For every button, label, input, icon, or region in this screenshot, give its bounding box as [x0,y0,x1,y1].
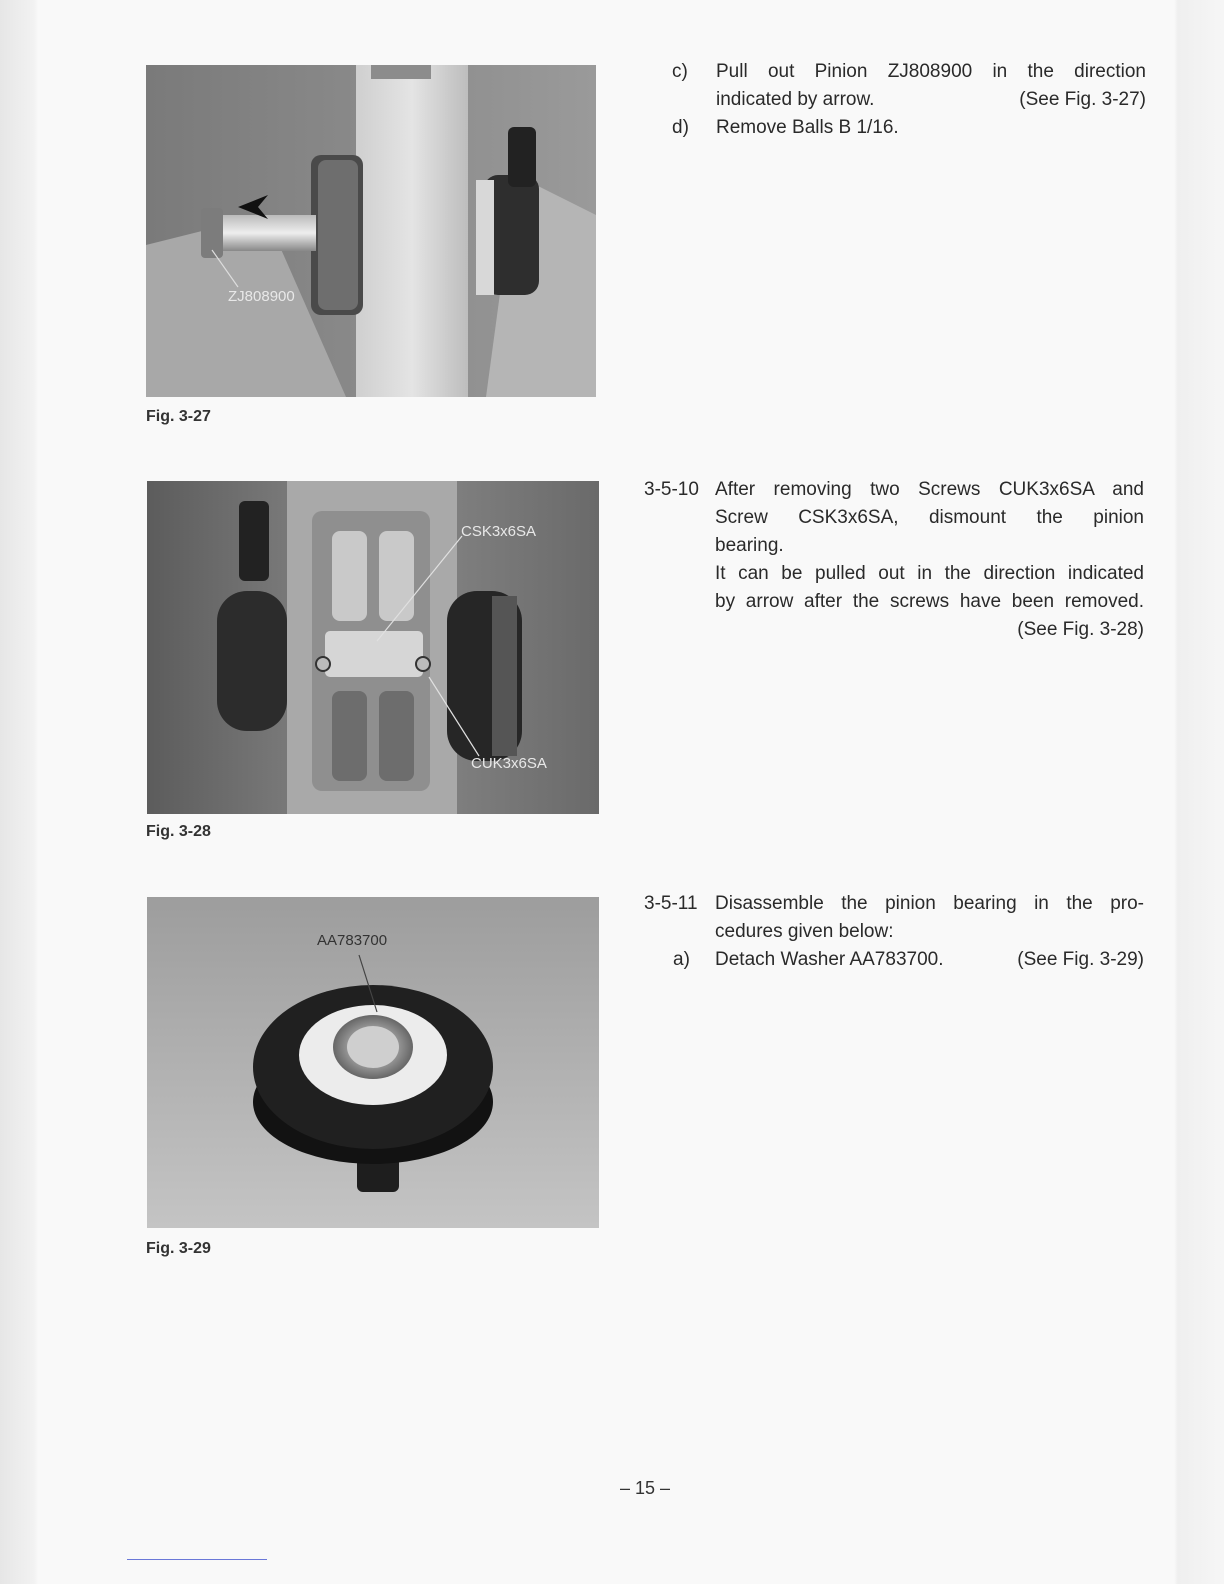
section-3-5-10 [644,476,1144,644]
step-d [672,114,1146,142]
section-number: 3-5-10 [644,479,699,500]
section-line: After removing two Screws CUK3x6SA and [715,479,1144,500]
callout-zj808900: ZJ808900 [228,288,295,305]
footer-rule [127,1559,267,1560]
step-c-line2: indicated by arrow. [716,89,875,110]
figure-reference: (See Fig. 3-29) [1017,949,1144,970]
step-c [672,58,1146,114]
instruction-block-2 [644,476,1144,644]
section-line: by arrow after the screws have been removed. [715,591,1144,612]
step-label: a) [673,949,690,970]
section-line: It can be pulled out in the direction indicated [715,563,1144,584]
figure-reference: (See Fig. 3-28) [1017,619,1144,640]
callout-aa783700: AA783700 [317,932,388,949]
callout-cuk3x6sa: CUK3x6SA [471,755,547,772]
step-c-line1: Pull out Pinion ZJ808900 in the direction [716,61,1146,82]
page-number: – 15 – [619,1478,671,1498]
step-d-text: Remove Balls B 1/16. [716,117,899,138]
section-number: 3-5-11 [644,893,698,914]
step-a [644,946,1144,974]
step-label-wrap [644,946,715,974]
figure-3-29-photo [147,897,599,1228]
step-text-line [716,86,1146,114]
step-label: d) [672,117,689,138]
figure-3-28-photo [147,481,599,814]
step-text-line [716,58,1146,86]
figure-3-27-photo [146,65,596,397]
step-label: c) [672,61,688,82]
step-a-text: Detach Washer AA783700. [715,949,944,970]
callout-csk3x6sa: CSK3x6SA [461,523,537,540]
section-line: Disassemble the pinion bearing in the pro- [715,893,1144,914]
section-3-5-11 [644,890,1144,946]
figure-caption: Fig. 3-29 [146,1240,211,1257]
section-line: bearing. [715,535,784,556]
figure-reference: (See Fig. 3-27) [1019,89,1146,110]
instruction-block-3 [644,890,1144,974]
figure-caption: Fig. 3-28 [146,823,211,840]
section-line: Screw CSK3x6SA, dismount the pinion [715,507,1144,528]
figure-caption: Fig. 3-27 [146,408,211,425]
instruction-block-1 [672,58,1146,142]
section-line: cedures given below: [715,921,894,942]
